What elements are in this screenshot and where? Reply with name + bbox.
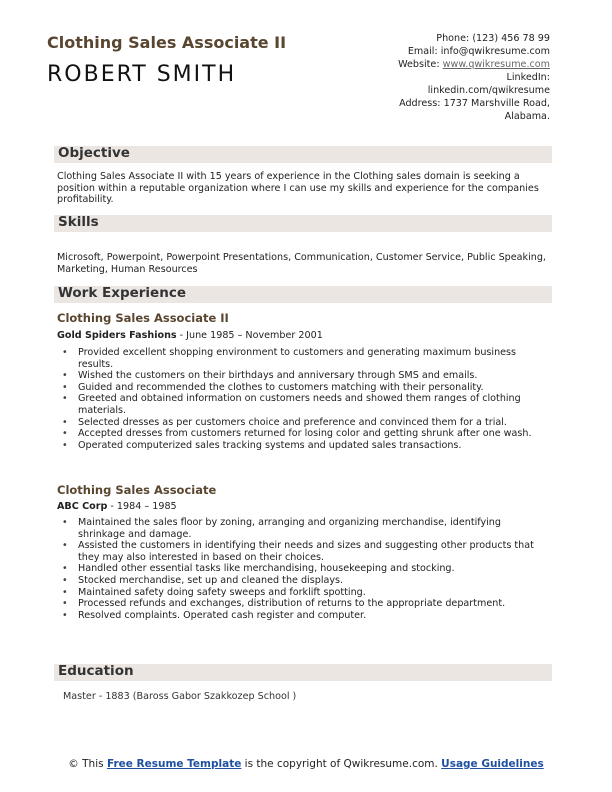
skills-text: Microsoft, Powerpoint, Powerpoint Presentations, Communication, Customer Service, Public Speaking, Marketing, Human Resources [57, 252, 546, 275]
job-title: Clothing Sales Associate [57, 483, 217, 497]
list-item: • Wished the customers on their birthdays and anniversary through SMS and emails. [62, 370, 540, 382]
contact-website: Website: www.qwikresume.com [398, 59, 550, 70]
job-company-line: ABC Corp - 1984 – 1985 [57, 501, 177, 512]
objective-text: Clothing Sales Associate II with 15 years of experience in the Clothing sales domain is seeking a position within a reputable organization where I can use my skills and experience for the companies profitability. [57, 171, 539, 206]
usage-guidelines-link[interactable]: Usage Guidelines [441, 758, 544, 770]
section-title-objective: Objective [58, 145, 130, 161]
job-company-line: Gold Spiders Fashions - June 1985 – November 2001 [57, 330, 323, 341]
list-item: • Handled other essential tasks like merchandising, housekeeping and stocking. [62, 563, 540, 575]
job-title: Clothing Sales Associate II [57, 311, 229, 325]
contact-address-line2: Alabama. [504, 111, 550, 122]
contact-block [290, 32, 550, 123]
contact-linkedin-label: LinkedIn: [506, 72, 550, 83]
contact-address: Address: 1737 Marshville Road, [399, 98, 550, 109]
website-link[interactable]: www.qwikresume.com [442, 59, 550, 70]
job-duties-list [62, 517, 540, 621]
footer-middle: is the copyright of Qwikresume.com. [241, 758, 442, 770]
job-duties-list [62, 347, 540, 451]
list-item: • Assisted the customers in identifying their needs and sizes and suggesting other products that they may also interested in based on their choices. [62, 540, 540, 563]
section-title-education: Education [58, 663, 134, 679]
section-objective [54, 146, 552, 163]
list-item: • Greeted and obtained information on customers needs and showed them ranges of clothing materials. [62, 393, 540, 416]
resume-job-title: Clothing Sales Associate II [47, 33, 287, 52]
footer-prefix: © This [68, 758, 107, 770]
list-item: • Accepted dresses from customers returned for losing color and getting shrunk after one wash. [62, 428, 540, 440]
list-item: • Resolved complaints. Operated cash register and computer. [62, 610, 540, 622]
list-item: • Stocked merchandise, set up and cleaned the displays. [62, 575, 540, 587]
list-item: • Maintained the sales floor by zoning, arranging and organizing merchandise, identifying shrinkage and damage. [62, 517, 540, 540]
list-item: • Processed refunds and exchanges, distribution of returns to the appropriate department. [62, 598, 540, 610]
contact-linkedin: linkedin.com/qwikresume [427, 85, 550, 96]
section-title-skills: Skills [58, 214, 99, 230]
list-item: • Guided and recommended the clothes to customers matching with their personality. [62, 382, 540, 394]
candidate-name: ROBERT SMITH [47, 62, 237, 87]
education-entry: Master - 1883 (Baross Gabor Szakkozep School ) [63, 691, 297, 702]
list-item: • Operated computerized sales tracking systems and updated sales transactions. [62, 440, 540, 452]
list-item: • Selected dresses as per customers choice and preference and convinced them for a trial. [62, 417, 540, 429]
section-work-experience [54, 286, 552, 303]
contact-email: Email: info@qwikresume.com [407, 46, 550, 57]
list-item: • Provided excellent shopping environment to customers and generating maximum business results. [62, 347, 540, 370]
section-education [54, 664, 552, 681]
contact-phone: Phone: (123) 456 78 99 [436, 33, 550, 44]
list-item: • Maintained safety doing safety sweeps and forklift spotting. [62, 587, 540, 599]
footer [0, 758, 612, 771]
section-title-work: Work Experience [58, 285, 186, 301]
free-resume-template-link[interactable]: Free Resume Template [106, 758, 242, 770]
section-skills [54, 215, 552, 232]
